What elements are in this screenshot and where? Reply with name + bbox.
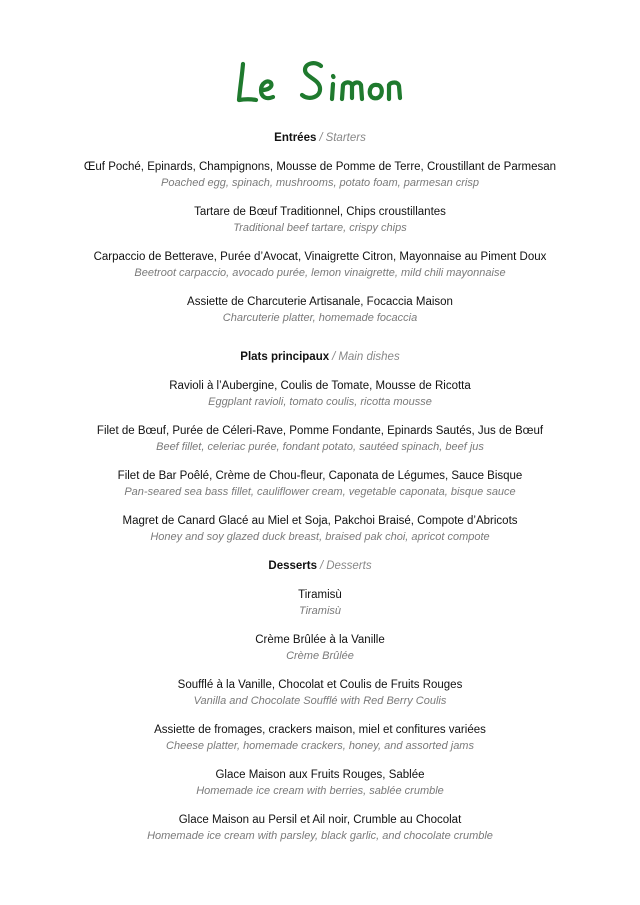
menu-item	[0, 468, 640, 500]
menu-item	[0, 767, 640, 799]
separator-slash: /	[332, 351, 336, 363]
dish-name-fr: Assiette de fromages, crackers maison, miel et confitures variées	[154, 724, 486, 736]
dish-description-en: Eggplant ravioli, tomato coulis, ricotta mousse	[208, 396, 432, 408]
menu-item	[0, 513, 640, 545]
dish-name-fr: Crème Brûlée à la Vanille	[255, 634, 385, 646]
section-main-dishes	[0, 349, 640, 545]
section-heading	[0, 558, 640, 574]
separator-slash: /	[319, 132, 323, 144]
dish-description-en: Poached egg, spinach, mushrooms, potato foam, parmesan crisp	[161, 177, 479, 189]
dish-name-fr: Assiette de Charcuterie Artisanale, Focaccia Maison	[187, 296, 453, 308]
dish-description-en: Vanilla and Chocolate Soufflé with Red Berry Coulis	[193, 695, 447, 707]
restaurant-logo	[0, 52, 640, 118]
section-heading	[0, 130, 640, 146]
menu-item	[0, 159, 640, 191]
dish-description-en: Cheese platter, homemade crackers, honey, and assorted jams	[166, 740, 474, 752]
section-heading	[0, 349, 640, 365]
dish-description-en: Beef fillet, celeriac purée, fondant potato, sautéed spinach, beef jus	[156, 441, 484, 453]
menu-item	[0, 204, 640, 236]
dish-description-en: Pan-seared sea bass fillet, cauliflower cream, vegetable caponata, bisque sauce	[124, 486, 516, 498]
separator-slash: /	[320, 560, 324, 572]
dish-description-en: Tiramisù	[298, 605, 342, 617]
section-title-en: Main dishes	[338, 351, 400, 363]
menu-item	[0, 249, 640, 281]
dish-name-fr: Tiramisù	[298, 589, 342, 601]
dish-name-fr: Soufflé à la Vanille, Chocolat et Coulis de Fruits Rouges	[177, 679, 463, 691]
dish-name-fr: Filet de Bar Poêlé, Crème de Chou-fleur, Caponata de Légumes, Sauce Bisque	[117, 470, 523, 482]
dish-name-fr: Carpaccio de Betterave, Purée d’Avocat, Vinaigrette Citron, Mayonnaise au Piment Doux	[93, 251, 547, 263]
dish-name-fr: Magret de Canard Glacé au Miel et Soja, Pakchoi Braisé, Compote d’Abricots	[122, 515, 518, 527]
section-title-fr: Entrées	[274, 132, 317, 144]
dish-description-en: Crème Brûlée	[286, 650, 354, 662]
menu-item	[0, 722, 640, 754]
section-desserts	[0, 558, 640, 844]
menu-item	[0, 423, 640, 455]
dish-name-fr: Glace Maison aux Fruits Rouges, Sablée	[215, 769, 425, 781]
section-title-en: Desserts	[326, 560, 372, 572]
dish-description-en: Homemade ice cream with parsley, black garlic, and chocolate crumble	[147, 830, 493, 842]
menu-item	[0, 587, 640, 619]
dish-name-fr: Glace Maison au Persil et Ail noir, Crumble au Chocolat	[178, 814, 462, 826]
menu-item	[0, 378, 640, 410]
dish-name-fr: Filet de Bœuf, Purée de Céleri-Rave, Pomme Fondante, Epinards Sautés, Jus de Bœuf	[96, 425, 544, 437]
section-title-en: Starters	[325, 132, 366, 144]
section-starters	[0, 130, 640, 326]
section-title-fr: Plats principaux	[240, 351, 330, 363]
menu-item	[0, 812, 640, 844]
dish-description-en: Traditional beef tartare, crispy chips	[233, 222, 407, 234]
section-title-fr: Desserts	[268, 560, 317, 572]
menu-item	[0, 632, 640, 664]
menu	[0, 130, 640, 844]
menu-item	[0, 677, 640, 709]
dish-name-fr: Tartare de Bœuf Traditionnel, Chips croustillantes	[194, 206, 446, 218]
dish-name-fr: Ravioli à l’Aubergine, Coulis de Tomate, Mousse de Ricotta	[169, 380, 471, 392]
dish-description-en: Honey and soy glazed duck breast, braised pak choi, apricot compote	[150, 531, 490, 543]
menu-item	[0, 294, 640, 326]
dish-name-fr: Œuf Poché, Epinards, Champignons, Mousse de Pomme de Terre, Croustillant de Parmesan	[83, 161, 557, 173]
logo-handwritten-le-simon	[235, 52, 405, 112]
dish-description-en: Charcuterie platter, homemade focaccia	[222, 312, 418, 324]
dish-description-en: Beetroot carpaccio, avocado purée, lemon vinaigrette, mild chili mayonnaise	[134, 267, 506, 279]
dish-description-en: Homemade ice cream with berries, sablée crumble	[196, 785, 444, 797]
